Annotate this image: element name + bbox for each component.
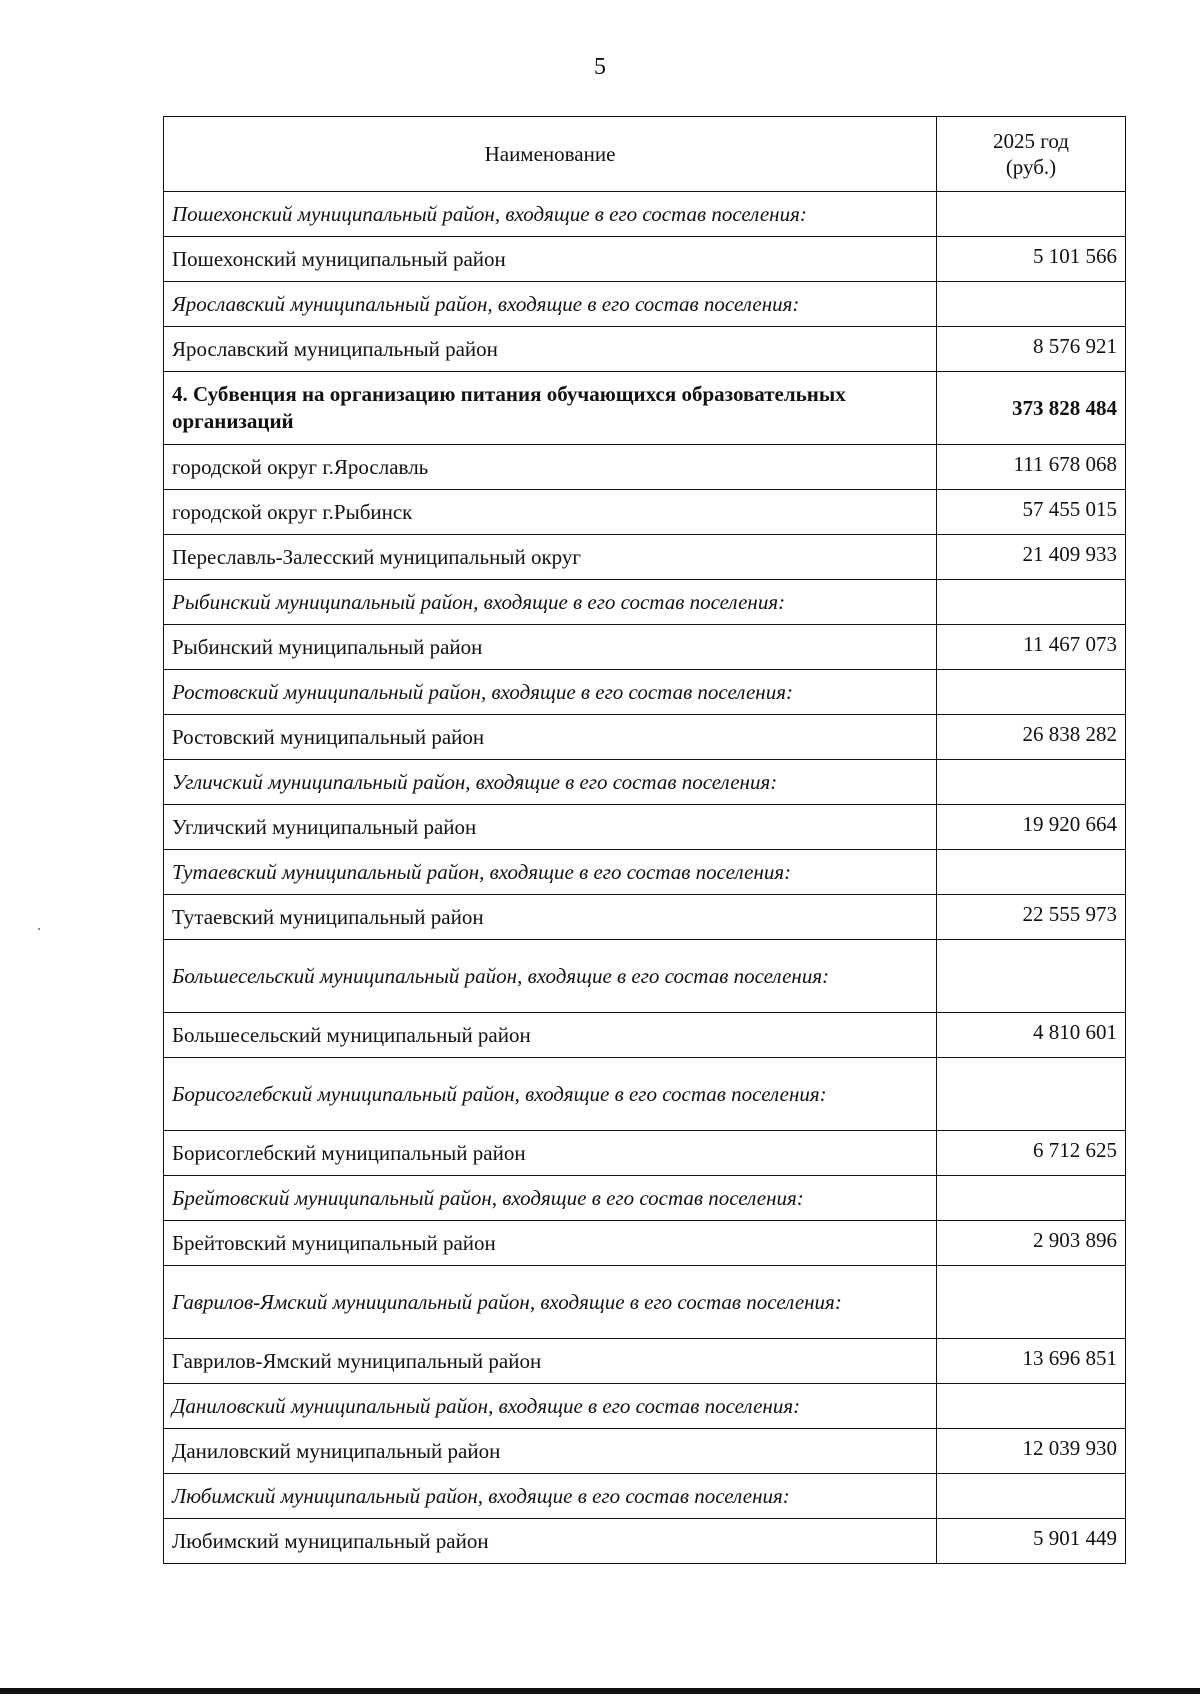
row-name-cell: Гаврилов-Ямский муниципальный район, входящие в его состав поселения:: [164, 1266, 937, 1339]
row-value-cell: [937, 1474, 1126, 1519]
row-value-cell: 12 039 930: [937, 1429, 1126, 1474]
row-value-cell: 8 576 921: [937, 327, 1126, 372]
row-value-cell: 4 810 601: [937, 1013, 1126, 1058]
row-name-cell: Ростовский муниципальный район, входящие в его состав поселения:: [164, 670, 937, 715]
row-name-cell: Даниловский муниципальный район: [164, 1429, 937, 1474]
table-row: [164, 1013, 1126, 1058]
bottom-edge-rule: [0, 1688, 1200, 1694]
row-name-cell: Большесельский муниципальный район, входящие в его состав поселения:: [164, 940, 937, 1013]
table-row: [164, 625, 1126, 670]
table-row: [164, 1339, 1126, 1384]
row-value-cell: [937, 1384, 1126, 1429]
row-name-cell: Брейтовский муниципальный район: [164, 1221, 937, 1266]
row-name-cell: Тутаевский муниципальный район, входящие в его состав поселения:: [164, 850, 937, 895]
table-row: [164, 1221, 1126, 1266]
row-value-cell: 373 828 484: [937, 372, 1126, 445]
row-name-cell: Рыбинский муниципальный район: [164, 625, 937, 670]
row-name-cell: Борисоглебский муниципальный район, входящие в его состав поселения:: [164, 1058, 937, 1131]
table-row: [164, 1131, 1126, 1176]
column-header-unit-label: (руб.): [1005, 155, 1057, 179]
table-header-row: [164, 117, 1126, 192]
row-name-cell: Борисоглебский муниципальный район: [164, 1131, 937, 1176]
table-row: [164, 805, 1126, 850]
row-value-cell: [937, 1266, 1126, 1339]
row-value-cell: 2 903 896: [937, 1221, 1126, 1266]
row-value-cell: 5 901 449: [937, 1519, 1126, 1564]
row-name-cell: Переславль-Залесский муниципальный округ: [164, 535, 937, 580]
page-number: 5: [594, 54, 606, 80]
table-row: [164, 850, 1126, 895]
table-row: [164, 940, 1126, 1013]
table-row: [164, 1474, 1126, 1519]
row-value-cell: 111 678 068: [937, 445, 1126, 490]
table-row: [164, 282, 1126, 327]
row-value-cell: 22 555 973: [937, 895, 1126, 940]
row-value-cell: 5 101 566: [937, 237, 1126, 282]
table-body: [164, 192, 1126, 1564]
row-name-cell: Брейтовский муниципальный район, входящие в его состав поселения:: [164, 1176, 937, 1221]
row-name-cell: Рыбинский муниципальный район, входящие в его состав поселения:: [164, 580, 937, 625]
row-name-cell: Любимский муниципальный район: [164, 1519, 937, 1564]
table-row: [164, 1176, 1126, 1221]
row-value-cell: 6 712 625: [937, 1131, 1126, 1176]
scan-speck: [38, 928, 40, 930]
table-row: [164, 895, 1126, 940]
row-name-cell: Пошехонский муниципальный район, входящие в его состав поселения:: [164, 192, 937, 237]
table-row: [164, 760, 1126, 805]
row-value-cell: [937, 1176, 1126, 1221]
table-row: [164, 327, 1126, 372]
row-value-cell: [937, 760, 1126, 805]
table-row: [164, 1384, 1126, 1429]
row-value-cell: [937, 282, 1126, 327]
subvention-table: [163, 116, 1126, 1564]
row-name-cell: городской округ г.Ярославль: [164, 445, 937, 490]
table-row: [164, 1058, 1126, 1131]
table-row: [164, 670, 1126, 715]
row-name-cell: Угличский муниципальный район: [164, 805, 937, 850]
table-row: [164, 237, 1126, 282]
table-row: [164, 580, 1126, 625]
table-row: [164, 535, 1126, 580]
column-header-name: [164, 117, 937, 192]
row-name-cell: Любимский муниципальный район, входящие в его состав поселения:: [164, 1474, 937, 1519]
row-value-cell: [937, 192, 1126, 237]
row-name-cell: Ярославский муниципальный район, входящие в его состав поселения:: [164, 282, 937, 327]
table-row: [164, 1429, 1126, 1474]
row-name-cell: Гаврилов-Ямский муниципальный район: [164, 1339, 937, 1384]
row-value-cell: 13 696 851: [937, 1339, 1126, 1384]
row-value-cell: 21 409 933: [937, 535, 1126, 580]
row-value-cell: [937, 580, 1126, 625]
table-row: [164, 445, 1126, 490]
row-value-cell: [937, 1058, 1126, 1131]
row-name-cell: Пошехонский муниципальный район: [164, 237, 937, 282]
row-value-cell: [937, 670, 1126, 715]
row-value-cell: 26 838 282: [937, 715, 1126, 760]
row-name-cell: 4. Субвенция на организацию питания обучающихся образовательных организаций: [164, 372, 937, 445]
table-row: [164, 715, 1126, 760]
row-name-cell: Угличский муниципальный район, входящие в его состав поселения:: [164, 760, 937, 805]
row-name-cell: Тутаевский муниципальный район: [164, 895, 937, 940]
row-value-cell: [937, 850, 1126, 895]
column-header-year: [937, 117, 1126, 192]
row-name-cell: Ярославский муниципальный район: [164, 327, 937, 372]
row-value-cell: 57 455 015: [937, 490, 1126, 535]
column-header-year-label: 2025 год: [993, 129, 1069, 153]
row-value-cell: 11 467 073: [937, 625, 1126, 670]
table-row: [164, 1519, 1126, 1564]
row-value-cell: [937, 940, 1126, 1013]
row-name-cell: Ростовский муниципальный район: [164, 715, 937, 760]
row-value-cell: 19 920 664: [937, 805, 1126, 850]
row-name-cell: Большесельский муниципальный район: [164, 1013, 937, 1058]
row-name-cell: Даниловский муниципальный район, входящие в его состав поселения:: [164, 1384, 937, 1429]
table-row: [164, 192, 1126, 237]
column-header-name-label: Наименование: [484, 142, 616, 166]
table-row: [164, 490, 1126, 535]
table-row: [164, 1266, 1126, 1339]
row-name-cell: городской округ г.Рыбинск: [164, 490, 937, 535]
table-row: [164, 372, 1126, 445]
